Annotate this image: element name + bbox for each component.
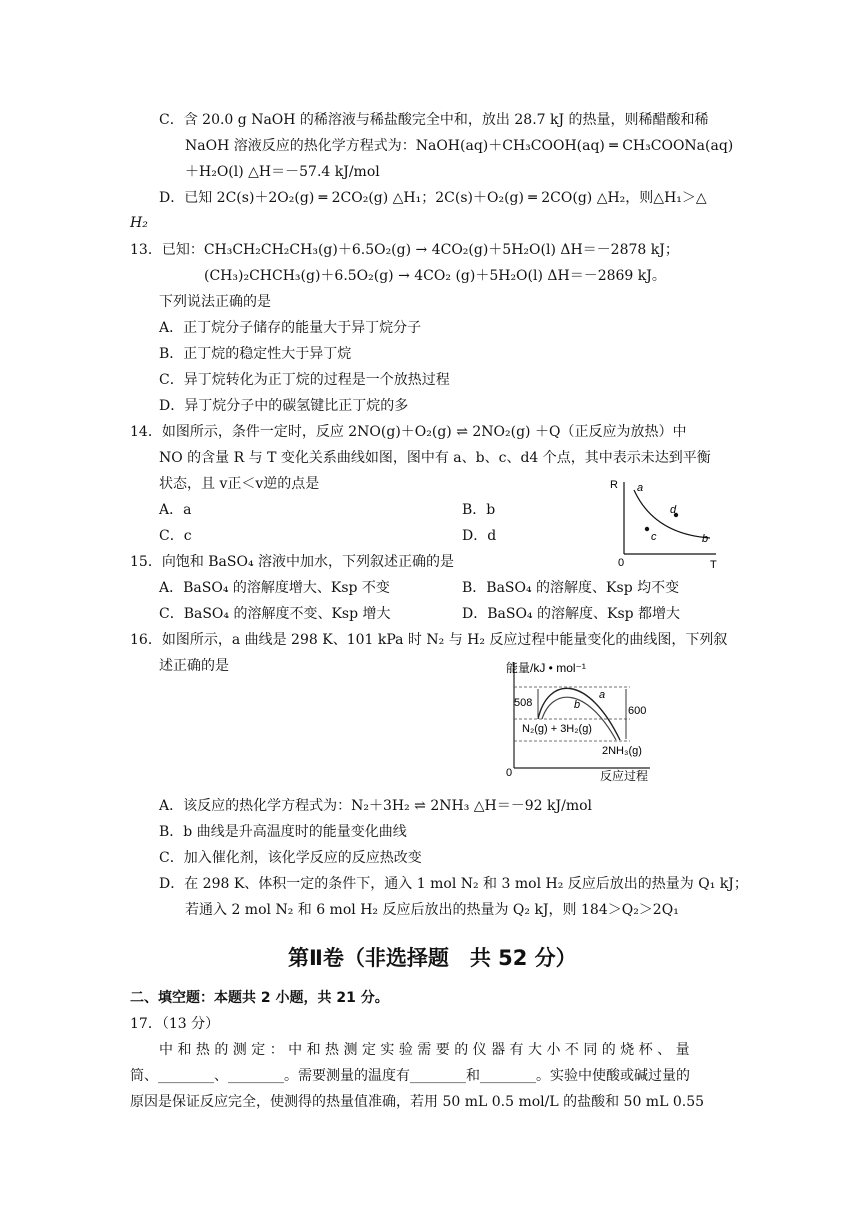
q14-label-d: d — [670, 504, 677, 516]
q15-option-a: A．BaSO₄ 的溶解度增大、Ksp 不变 — [159, 580, 390, 596]
q15-option-c: C．BaSO₄ 的溶解度不变、Ksp 增大 — [159, 606, 391, 622]
q16-label-origin: 0 — [506, 767, 513, 779]
q16-label-curve-b: b — [574, 699, 581, 711]
q16-y-label: 能量/kJ • mol⁻¹ — [506, 661, 586, 675]
q13-stem: 下列说法正确的是 — [159, 294, 271, 310]
q16-x-label: 反应过程 — [600, 769, 649, 783]
q17-heading: 17．（13 分） — [130, 1016, 220, 1032]
q16-label-600: 600 — [628, 705, 647, 717]
q13-option-b: B．正丁烷的稳定性大于异丁烷 — [159, 346, 352, 362]
q12-option-d-line2: H₂ — [130, 215, 148, 231]
q16-label-reactants: N₂(g) + 3H₂(g) — [522, 723, 592, 735]
q14-label-r: R — [610, 479, 618, 491]
q13-option-a: A．正丁烷分子储存的能量大于异丁烷分子 — [159, 320, 422, 336]
q16-option-c: C．加入催化剂，该化学反应的反应热改变 — [159, 850, 422, 866]
q14-label-a: a — [637, 482, 644, 494]
q16-line2: 述正确的是 — [159, 658, 229, 674]
part2-title: 第Ⅱ卷（非选择题 共 52 分） — [288, 946, 577, 970]
q16-line1: 16．如图所示，a 曲线是 298 K、101 kPa 时 N₂ 与 H₂ 反应过程中能量变化的曲线图，下列叙 — [130, 632, 728, 648]
q16-option-b: B．b 曲线是升高温度时的能量变化曲线 — [159, 824, 407, 840]
q14-line3: 状态，且 v正＜v逆的点是 — [159, 476, 320, 492]
q14-option-d: D．d — [462, 528, 497, 544]
q17-para-line3: 原因是保证反应完全，使测得的热量值准确，若用 50 mL 0.5 mol/L 的盐酸和 50 mL 0.55 — [130, 1094, 705, 1110]
q16-label-product: 2NH₃(g) — [602, 745, 642, 757]
q14-option-a: A．a — [159, 502, 192, 518]
q16-option-d-line2: 若通入 2 mol N₂ 和 6 mol H₂ 反应后放出的热量为 Q₂ kJ，则 184＞Q₂＞2Q₁ — [185, 902, 679, 918]
q14-option-c: C．c — [159, 528, 192, 544]
q14-label-c: c — [651, 531, 657, 543]
q16-label-508: 508 — [514, 697, 533, 709]
q13-line1: 13．已知：CH₃CH₂CH₂CH₃(g)＋6.5O₂(g) → 4CO₂(g)＋5H₂O(l) ΔH＝－2878 kJ； — [130, 242, 679, 258]
q14-line1: 14．如图所示，条件一定时，反应 2NO(g)＋O₂(g) ⇌ 2NO₂(g) ＋Q（正反应为放热）中 — [130, 424, 687, 440]
section-heading: 二、填空题：本题共 2 小题，共 21 分。 — [130, 990, 389, 1006]
q14-label-origin: 0 — [618, 557, 625, 569]
q14-figure — [604, 474, 724, 570]
q14-option-b: B．b — [462, 502, 496, 518]
q13-line2: (CH₃)₂CHCH₃(g)＋6.5O₂(g) → 4CO₂ (g)＋5H₂O(l) ΔH＝－2869 kJ。 — [204, 268, 666, 284]
q17-para-line2: 筒、________、________。需要测量的温度有________和________。实验中使酸或碱过量的 — [130, 1068, 690, 1084]
q14-line2: NO 的含量 R 与 T 变化关系曲线如图，图中有 a、b、c、d4 个点，其中表示未达到平衡 — [159, 450, 711, 466]
q12-option-d-line1: D．已知 2C(s)＋2O₂(g) ═ 2CO₂(g) △H₁；2C(s)＋O₂(g) ═ 2CO(g) △H₂，则△H₁＞△ — [159, 190, 707, 206]
q16-option-d-line1: D．在 298 K、体积一定的条件下，通入 1 mol N₂ 和 3 mol H₂ 反应后放出的热量为 Q₁ kJ； — [159, 876, 748, 892]
q16-label-curve-a: a — [599, 689, 606, 701]
q14-label-t: T — [710, 559, 717, 570]
q12-option-c-line2: NaOH 溶液反应的热化学方程式为：NaOH(aq)＋CH₃COOH(aq) ═ CH₃COONa(aq) — [185, 138, 734, 154]
q15-option-b: B．BaSO₄ 的溶解度、Ksp 均不变 — [462, 580, 680, 596]
q16-figure — [500, 656, 670, 786]
q12-option-c-line3: ＋H₂O(l) △H＝－57.4 kJ/mol — [185, 164, 380, 180]
q13-option-c: C．异丁烷转化为正丁烷的过程是一个放热过程 — [159, 372, 450, 388]
q13-option-d: D．异丁烷分子中的碳氢键比正丁烷的多 — [159, 398, 409, 414]
q14-point-c — [645, 527, 649, 531]
q15-stem: 15．向饱和 BaSO₄ 溶液中加水，下列叙述正确的是 — [130, 554, 455, 570]
q12-option-c-line1: C．含 20.0 g NaOH 的稀溶液与稀盐酸完全中和，放出 28.7 kJ 的热量，则稀醋酸和稀 — [159, 112, 709, 128]
q16-option-a: A．该反应的热化学方程式为：N₂＋3H₂ ⇌ 2NH₃ △H＝－92 kJ/mol — [159, 798, 592, 814]
q14-label-b: b — [702, 533, 709, 545]
q15-option-d: D．BaSO₄ 的溶解度、Ksp 都增大 — [462, 606, 681, 622]
q17-para-line1: 中 和 热 的 测 定 ： 中 和 热 测 定 实 验 需 要 的 仪 器 有 大 小 不 同 的 烧 杯 、 量 — [159, 1042, 690, 1058]
